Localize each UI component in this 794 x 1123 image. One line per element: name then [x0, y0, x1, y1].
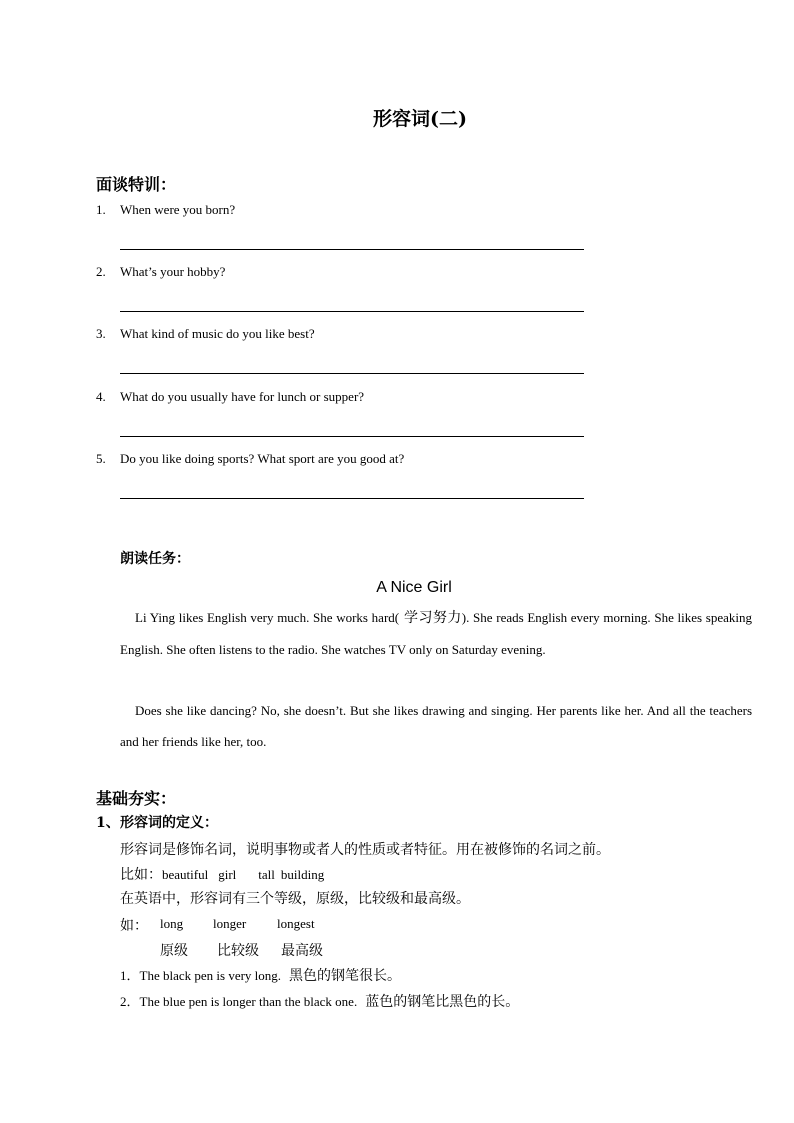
sentence-1-english: The black pen is very long.	[139, 968, 282, 983]
sentence-2-english: The blue pen is longer than the black one.	[139, 994, 358, 1009]
degree-name-positive: 原级	[160, 943, 188, 959]
degree-name-superlative: 最高级	[281, 943, 323, 959]
degrees-text: 在英语中，形容词有三个等级，原级，比较级和最高级。	[120, 891, 470, 907]
sentence-1-chinese: 黑色的钢笔很长。	[289, 968, 402, 984]
answer-line-5[interactable]	[120, 498, 584, 499]
question-5-text: Do you like doing sports? What sport are you good at?	[120, 451, 405, 466]
sentence-2-chinese: 蓝色的钢笔比黑色的长。	[365, 994, 520, 1010]
subsection-number: 1、	[96, 815, 120, 831]
degree-name-comparative: 比较级	[217, 943, 259, 959]
story-paragraph-2-text: Does she like dancing? No, she doesn’t. But she likes drawing and singing. Her parents like her. And all the teachers and her friends like her, too.	[120, 703, 752, 749]
answer-line-2[interactable]	[120, 311, 584, 312]
sentence-2-number: 2．	[120, 994, 140, 1009]
sentence-1	[120, 965, 401, 985]
interview-heading: 面谈特训：	[96, 175, 177, 194]
example-label: 比如：	[120, 867, 162, 883]
question-5-number: 5.	[96, 451, 106, 466]
degree-word-positive: long	[160, 916, 184, 931]
example-word-1: beautiful	[162, 867, 209, 882]
question-3-text: What kind of music do you like best?	[120, 326, 315, 341]
question-1-text: When were you born?	[120, 202, 236, 217]
example-word-4: building	[280, 867, 325, 882]
question-4-number: 4.	[96, 389, 106, 404]
story-paragraph-1	[120, 602, 752, 665]
question-1-number: 1.	[96, 202, 106, 217]
answer-line-1[interactable]	[120, 249, 584, 250]
answer-line-3[interactable]	[120, 373, 584, 374]
question-4-text: What do you usually have for lunch or supper?	[120, 389, 365, 404]
definition-text: 形容词是修饰名词，说明事物或者人的性质或者特征。用在被修饰的名词之前。	[120, 842, 610, 858]
question-2-text: What’s your hobby?	[120, 264, 226, 279]
like-label: 如：	[120, 918, 148, 934]
story-paragraph-2	[120, 695, 752, 757]
degree-word-comparative: longer	[213, 916, 247, 931]
example-word-2: girl	[218, 867, 237, 882]
story-title: A Nice Girl	[376, 579, 452, 596]
sentence-2	[120, 991, 519, 1011]
example-word-3: tall	[258, 867, 275, 882]
story-paragraph-1-chinese: 学习努力	[399, 610, 462, 626]
story-paragraph-1-start: Li Ying likes English very much. She works hard(	[135, 610, 400, 625]
question-3-number: 3.	[96, 326, 106, 341]
subsection-heading: 形容词的定义：	[120, 815, 218, 831]
sentence-1-number: 1．	[120, 968, 140, 983]
degree-word-superlative: longest	[277, 916, 315, 931]
story-paragraph-1-end: ). She reads English every morning. She likes speaking English. She often listens to the radio. She watches TV only on Saturday evening.	[120, 610, 752, 657]
reading-heading: 朗读任务：	[120, 551, 190, 567]
question-2-number: 2.	[96, 264, 106, 279]
answer-line-4[interactable]	[120, 436, 584, 437]
page-title: 形容词(二)	[373, 108, 467, 130]
basics-heading: 基础夯实：	[96, 789, 177, 808]
example-line	[120, 864, 324, 884]
